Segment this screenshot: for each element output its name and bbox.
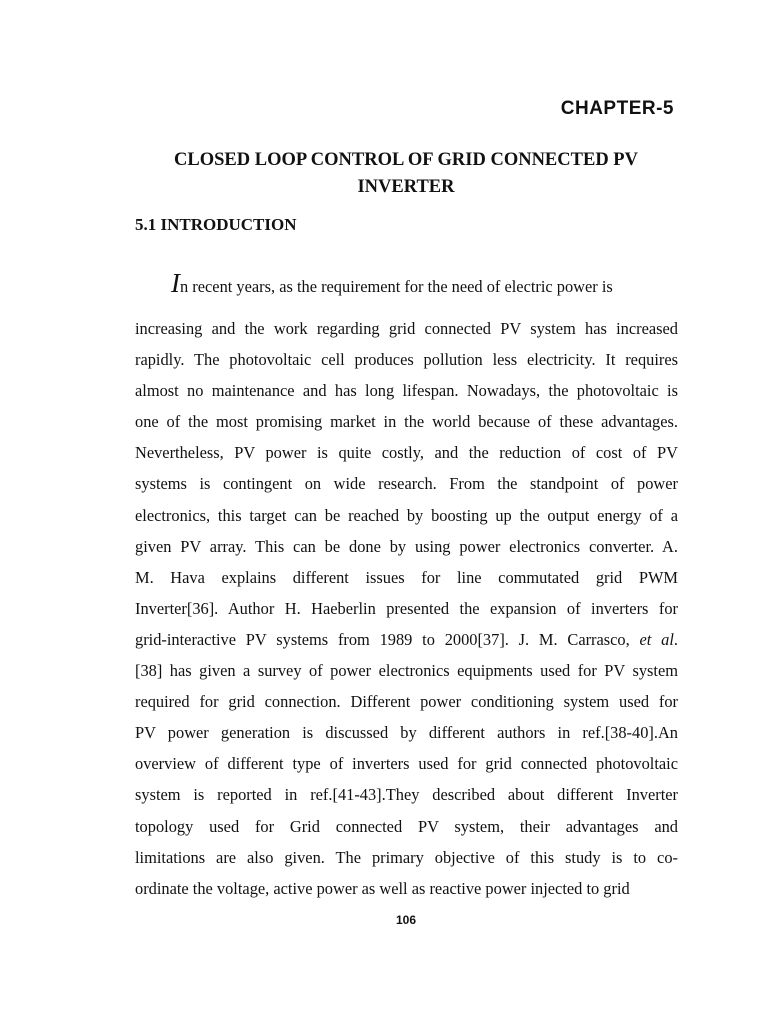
body-line: ordinate the voltage, active power as well as reactive power injected to grid <box>135 878 630 898</box>
section-heading: 5.1 INTRODUCTION <box>135 215 297 234</box>
paragraph-first-line <box>171 268 613 299</box>
drop-initial: I <box>171 268 180 298</box>
paragraph-body <box>135 313 678 904</box>
body-line: grid-interactive PV systems from 1989 to 2000[37]. J. M. Carrasco, et al. <box>135 629 678 649</box>
body-line: one of the most promising market in the world because of these advantages. <box>135 412 678 432</box>
body-line: limitations are also given. The primary objective of this study is to co- <box>135 847 678 867</box>
body-line: Inverter[36]. Author H. Haeberlin presented the expansion of inverters for <box>135 598 678 618</box>
body-line: topology used for Grid connected PV system, their advantages and <box>135 816 678 836</box>
body-line: required for grid connection. Different power conditioning system used for <box>135 692 678 712</box>
chapter-title: CLOSED LOOP CONTROL OF GRID CONNECTED PV INVERTER <box>174 150 638 197</box>
body-line: PV power generation is discussed by different authors in ref.[38-40].An <box>135 723 678 743</box>
first-line-text: n recent years, as the requirement for the need of electric power is <box>180 277 613 296</box>
body-line: rapidly. The photovoltaic cell produces pollution less electricity. It requires <box>135 350 678 370</box>
body-line: Nevertheless, PV power is quite costly, and the reduction of cost of PV <box>135 443 678 463</box>
chapter-label: CHAPTER-5 <box>560 98 674 119</box>
body-line: systems is contingent on wide research. From the standpoint of power <box>135 474 678 494</box>
body-line: increasing and the work regarding grid connected PV system has increased <box>135 319 678 338</box>
body-line: system is reported in ref.[41-43].They described about different Inverter <box>135 785 678 805</box>
body-line: electronics, this target can be reached by boosting up the output energy of a <box>135 505 678 525</box>
et-al-italic: et al <box>639 629 674 649</box>
body-line: overview of different type of inverters used for grid connected photovoltaic <box>135 754 678 774</box>
body-line: given PV array. This can be done by using power electronics converter. A. <box>135 536 678 556</box>
body-line: almost no maintenance and has long lifespan. Nowadays, the photovoltaic is <box>135 381 678 401</box>
page-number: 106 <box>395 913 417 927</box>
body-line: M. Hava explains different issues for line commutated grid PWM <box>135 567 678 587</box>
body-line: [38] has given a survey of power electronics equipments used for PV system <box>135 661 678 681</box>
